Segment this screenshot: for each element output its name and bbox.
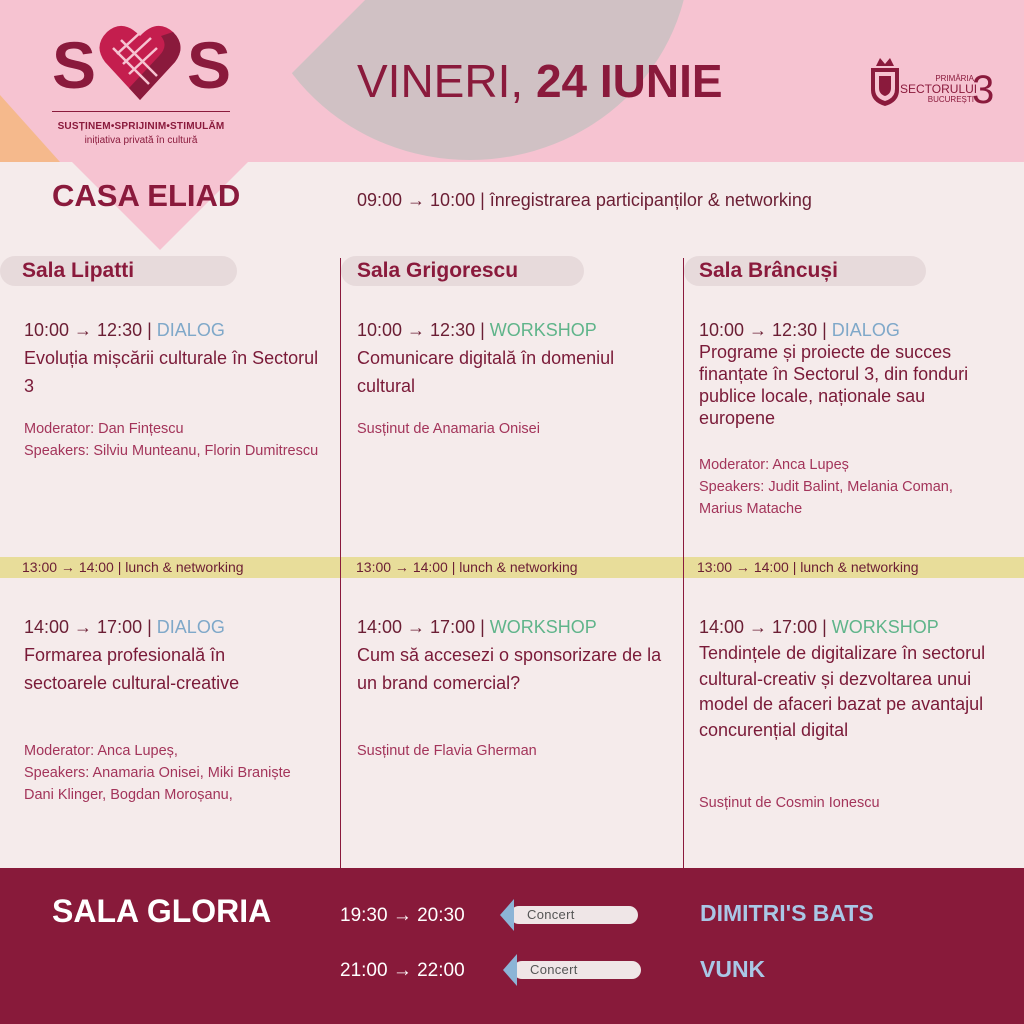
speakers-continued: Marius Matache: [699, 501, 803, 517]
sponsor-line2: SECTORULUI: [900, 82, 978, 97]
session-type: WORKSHOP: [831, 617, 939, 637]
logo-letter-right: S: [187, 28, 232, 102]
session-type: DIALOG: [156, 617, 225, 637]
logo-subtitle: inițiativa privată în cultură: [84, 135, 198, 146]
time-range: 10:00 → 12:30 |: [699, 320, 827, 340]
time-range: 10:00 → 12:30 |: [24, 320, 152, 340]
logo-letter-left: S: [52, 28, 97, 102]
session-time: [24, 617, 225, 638]
arrow-left-icon: [500, 899, 514, 931]
time-range: 14:00 → 17:00 |: [24, 617, 152, 637]
logo-divider: [52, 111, 230, 112]
speakers-continued: Dani Klinger, Bogdan Moroșanu,: [24, 787, 233, 803]
session-host: Susținut de Cosmin Ionescu: [699, 795, 880, 811]
session-title: Programe și proiecte de succes finanțate în Sectorul 3, din fonduri publice locale, naționale sau europene: [699, 342, 969, 428]
concert-time: 21:00 → 22:00: [340, 960, 465, 981]
session-host: Susținut de Anamaria Onisei: [357, 421, 540, 437]
session-title: Formarea profesională în sectoarele cultural-creative: [24, 645, 240, 693]
session-time: [24, 320, 225, 341]
session-host: Susținut de Flavia Gherman: [357, 743, 537, 759]
session-title: Tendințele de digitalizare în sectorul cultural-creativ și dezvoltarea unui model de afaceri bazat pe avantajul concurențial digital: [699, 643, 986, 740]
moderator: Moderator: Anca Lupeș: [699, 457, 849, 473]
logo-tagline: SUSȚINEM•SPRIJINIM•STIMULĂM: [57, 121, 225, 132]
session-type: DIALOG: [156, 320, 225, 340]
day-label: VINERI,: [357, 55, 524, 107]
evening-venue: SALA GLORIA: [52, 893, 272, 929]
room-name: Sala Grigorescu: [357, 259, 519, 282]
time-range: 14:00 → 17:00 |: [699, 617, 827, 637]
session-people: [699, 454, 999, 520]
moderator: Moderator: Anca Lupeș,: [24, 743, 178, 759]
session-people: [24, 418, 339, 462]
room-name: Sala Lipatti: [22, 259, 135, 282]
footer-banner: [0, 868, 1024, 1024]
column-divider: [340, 557, 341, 578]
logo-heart-icon: [99, 16, 181, 104]
speakers: Speakers: Silviu Munteanu, Florin Dumitrescu: [24, 443, 319, 459]
session-type: DIALOG: [831, 320, 900, 340]
sponsor-line3: BUCUREȘTI: [927, 94, 974, 104]
session-type: WORKSHOP: [489, 320, 597, 340]
session-time: [357, 617, 597, 638]
date-label: 24 IUNIE: [535, 55, 723, 107]
page-title: [357, 54, 723, 108]
session-time: [699, 617, 939, 638]
band-name: DIMITRI'S BATS: [700, 900, 874, 926]
column-divider: [683, 557, 684, 578]
moderator: Moderator: Dan Fințescu: [24, 421, 184, 437]
concert-tag: [510, 906, 638, 924]
lunch-break: 13:00 → 14:00 | lunch & networking: [356, 559, 578, 575]
time-range: 14:00 → 17:00 |: [357, 617, 485, 637]
arrow-left-icon: [503, 954, 517, 986]
speakers: Speakers: Judit Balint, Melania Coman,: [699, 479, 953, 495]
registration-info: 09:00 → 10:00 | înregistrarea participanților & networking: [357, 190, 812, 210]
time-range: 10:00 → 12:30 |: [357, 320, 485, 340]
sponsor-line1: PRIMĂRIA: [935, 74, 974, 83]
lunch-break: 13:00 → 14:00 | lunch & networking: [22, 559, 244, 575]
concert-label: Concert: [527, 907, 575, 922]
venue-title: CASA ELIAD: [52, 178, 241, 213]
concert-label: Concert: [530, 962, 578, 977]
concert-tag: [513, 961, 641, 979]
sponsor-number: 3: [972, 68, 995, 112]
session-time: [357, 320, 597, 341]
lunch-break: 13:00 → 14:00 | lunch & networking: [697, 559, 919, 575]
sponsor-name: [900, 74, 978, 104]
session-title: Evoluția mișcării culturale în Sectorul 3: [24, 348, 319, 396]
session-time: [699, 320, 900, 341]
session-type: WORKSHOP: [489, 617, 597, 637]
concert-time: 19:30 → 20:30: [340, 905, 465, 926]
speakers: Speakers: Anamaria Onisei, Miki Braniște: [24, 765, 291, 781]
logo: [52, 16, 232, 108]
session-people: [24, 740, 339, 806]
room-name: Sala Brâncuși: [699, 259, 838, 282]
band-name: VUNK: [700, 956, 766, 982]
session-title: Comunicare digitală în domeniul cultural: [357, 348, 615, 396]
crest-icon: [868, 56, 902, 108]
session-title: Cum să accesezi o sponsorizare de la un brand comercial?: [357, 645, 662, 693]
